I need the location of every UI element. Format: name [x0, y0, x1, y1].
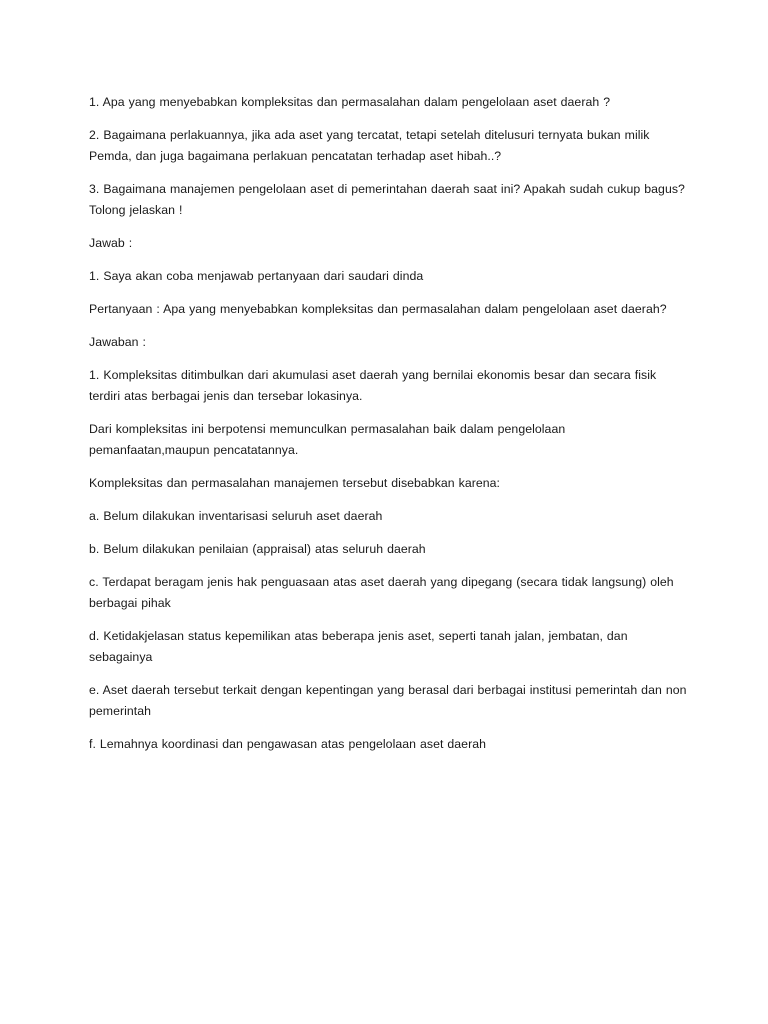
- cause-a: a. Belum dilakukan inventarisasi seluruh aset daerah: [89, 509, 383, 523]
- question-3: 3. Bagaimana manajemen pengelolaan aset di pemerintahan daerah saat ini? Apakah sudah cukup bagus? Tolong jelaskan !: [89, 182, 685, 217]
- cause-c: c. Terdapat beragam jenis hak penguasaan atas aset daerah yang dipegang (secara tidak langsung) oleh berbagai pihak: [89, 575, 674, 610]
- causes-intro: Kompleksitas dan permasalahan manajemen tersebut disebabkan karena:: [89, 476, 501, 490]
- cause-d: d. Ketidakjelasan status kepemilikan atas beberapa jenis aset, seperti tanah jalan, jembatan, dan sebagainya: [89, 629, 628, 664]
- cause-b: b. Belum dilakukan penilaian (appraisal) atas seluruh daerah: [89, 542, 426, 556]
- answer-heading: Jawab :: [89, 236, 133, 250]
- answer-paragraph: Dari kompleksitas ini berpotensi memunculkan permasalahan baik dalam pengelolaan pemanfaatan,maupun pencatatannya.: [89, 422, 566, 457]
- answer-intro: 1. Saya akan coba menjawab pertanyaan dari saudari dinda: [89, 269, 424, 283]
- answer-point-1: 1. Kompleksitas ditimbulkan dari akumulasi aset daerah yang bernilai ekonomis besar dan secara fisik terdiri atas berbagai jenis dan tersebar lokasinya.: [89, 368, 657, 403]
- answer-label: Jawaban :: [89, 335, 147, 349]
- question-2: 2. Bagaimana perlakuannya, jika ada aset yang tercatat, tetapi setelah ditelusuri ternyata bukan milik Pemda, dan juga bagaimana perlakuan pencatatan terhadap aset hibah..?: [89, 128, 650, 163]
- cause-e: e. Aset daerah tersebut terkait dengan kepentingan yang berasal dari berbagai institusi pemerintah dan non pemerintah: [89, 683, 687, 718]
- question-1: 1. Apa yang menyebabkan kompleksitas dan permasalahan dalam pengelolaan aset daerah ?: [89, 95, 611, 109]
- document-page: [89, 92, 689, 767]
- restated-question: Pertanyaan : Apa yang menyebabkan kompleksitas dan permasalahan dalam pengelolaan aset daerah?: [89, 302, 667, 316]
- cause-f: f. Lemahnya koordinasi dan pengawasan atas pengelolaan aset daerah: [89, 737, 486, 751]
